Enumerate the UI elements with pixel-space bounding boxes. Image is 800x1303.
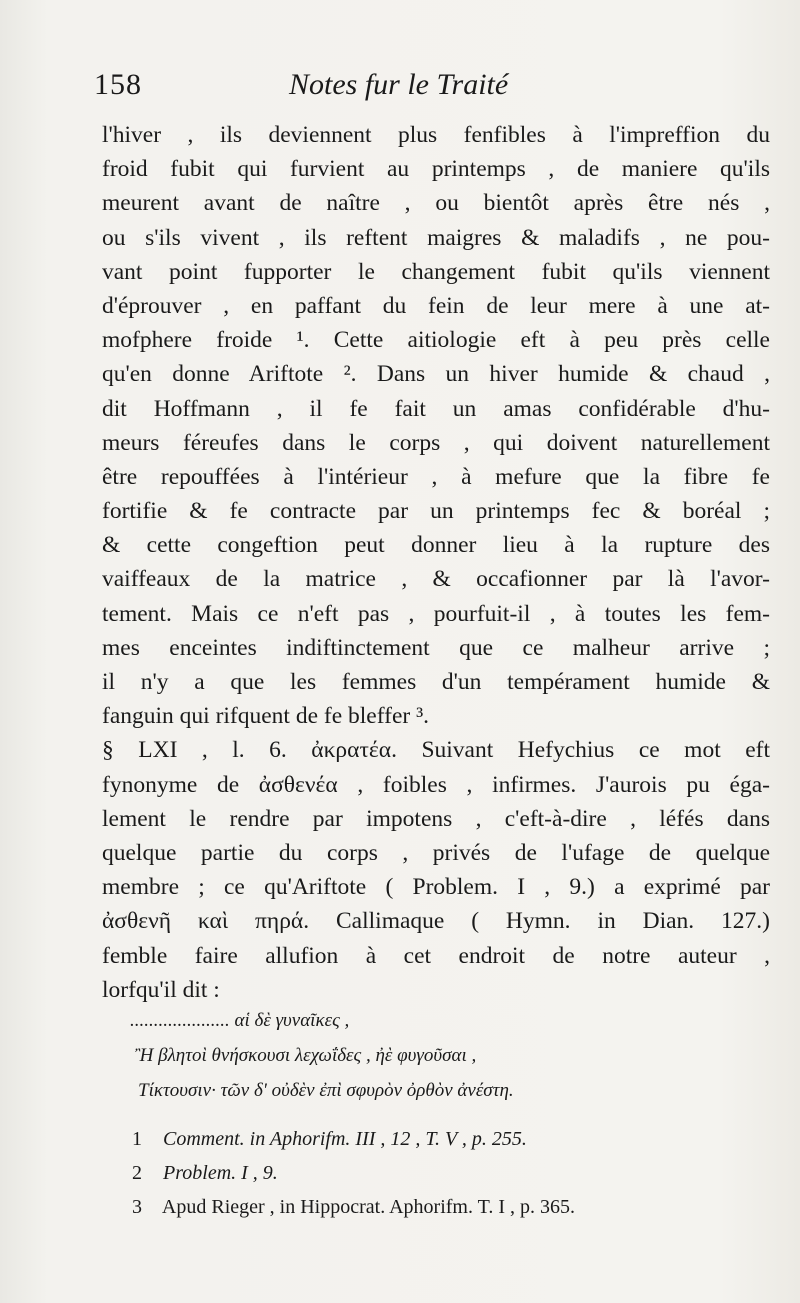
text-segment: & cette congeftion peut donner lieu à la rupture des bbox=[102, 532, 770, 559]
running-title: Notes fur le Traité bbox=[289, 68, 509, 101]
text-segment: mofphere froide ¹. Cette aitiologie eft à peu près celle bbox=[102, 327, 770, 354]
text-segment: dit Hoffmann , il fe fait un amas confidérable d'hu- bbox=[102, 395, 770, 422]
footnote-number: 1 bbox=[132, 1128, 142, 1150]
text-line bbox=[102, 631, 770, 665]
footnote-2 bbox=[132, 1156, 732, 1190]
verse-line-2: Ἢ βλητοὶ θνήσκουσι λεχωΐδες , ἠὲ φυγοῦσαι , bbox=[135, 1045, 477, 1066]
text-segment: être repouffées à l'intérieur , à mefure que la fibre fe bbox=[102, 463, 770, 490]
text-line bbox=[102, 528, 770, 562]
text-segment: femble faire allufion à cet endroit de notre auteur , bbox=[102, 942, 770, 969]
text-line bbox=[102, 221, 770, 255]
text-segment: tement. Mais ce n'eft pas , pourfuit-il , à toutes les fem- bbox=[102, 600, 770, 627]
footnotes bbox=[132, 1122, 732, 1224]
text-line bbox=[102, 768, 770, 802]
text-line bbox=[102, 392, 770, 426]
text-segment: vaiffeaux de la matrice , & occafionner par là l'avor- bbox=[102, 566, 770, 593]
text-line bbox=[102, 255, 770, 289]
text-segment: qu'en donne Ariftote ². Dans un hiver humide & chaud , bbox=[102, 361, 770, 388]
text-segment: vant point fupporter le changement fubit qu'ils viennent bbox=[102, 258, 770, 285]
text-line bbox=[102, 494, 770, 528]
text-line bbox=[102, 426, 770, 460]
footnote-text: Apud Rieger , in Hippocrat. Aphorifm. T. I , p. 365. bbox=[161, 1196, 575, 1218]
text-line bbox=[102, 904, 770, 938]
text-segment: fortifie & fe contracte par un printemps fec & boréal ; bbox=[102, 498, 770, 525]
text-line bbox=[102, 323, 770, 357]
text-line bbox=[102, 460, 770, 494]
text-line bbox=[102, 939, 770, 973]
text-segment: lorfqu'il dit : bbox=[102, 976, 220, 1003]
text-segment: lement le rendre par impotens , c'eft-à-dire , léfés dans bbox=[102, 805, 770, 832]
text-segment: d'éprouver , en paffant du fein de leur mere à une at- bbox=[102, 292, 770, 319]
text-segment: l'hiver , ils deviennent plus fenfibles à l'impreffion du bbox=[102, 122, 770, 148]
page-number: 158 bbox=[94, 68, 142, 101]
text-line bbox=[102, 733, 770, 767]
text-line bbox=[102, 870, 770, 904]
text-line bbox=[102, 186, 770, 220]
text-line bbox=[102, 357, 770, 391]
text-segment: ou s'ils vivent , ils reftent maigres & maladifs , ne pou- bbox=[102, 224, 770, 251]
text-segment: meurent avant de naître , ou bientôt après être nés , bbox=[102, 190, 770, 217]
text-line bbox=[102, 699, 770, 733]
text-segment: froid fubit qui furvient au printemps , de maniere qu'ils bbox=[102, 156, 770, 183]
text-segment: § LXI , l. 6. ἀκρατέα. Suivant Hefychius ce mot eft bbox=[102, 737, 770, 764]
footnote-3 bbox=[132, 1190, 732, 1224]
page-header bbox=[84, 64, 744, 108]
verse-line-3: Τίκτουσιν· τῶν δ' οὐδὲν ἐπὶ σφυρὸν ὀρθὸν ἀνέστη. bbox=[138, 1080, 514, 1101]
text-segment: il n'y a que les femmes d'un tempérament humide & bbox=[102, 669, 770, 695]
text-segment: ἀσθενῆ καὶ πηρά. Callimaque ( Hymn. in Dian. 127.) bbox=[102, 908, 770, 935]
text-segment: membre ; ce qu'Ariftote ( Problem. I , 9.) a exprimé par bbox=[102, 874, 770, 901]
text-line bbox=[102, 118, 770, 152]
text-line bbox=[102, 973, 770, 1007]
text-segment: quelque partie du corps , privés de l'ufage de quelque bbox=[102, 839, 770, 866]
text-segment: meurs féreufes dans le corps , qui doivent naturellement bbox=[102, 429, 770, 456]
text-line bbox=[102, 665, 770, 699]
footnote-text: Problem. I , 9. bbox=[163, 1162, 278, 1184]
text-segment: mes enceintes indiftinctement que ce malheur arrive ; bbox=[102, 634, 770, 661]
text-line bbox=[102, 802, 770, 836]
footnote-1 bbox=[132, 1122, 732, 1156]
footnote-text: Comment. in Aphorifm. III , 12 , T. V , p. 255. bbox=[163, 1128, 527, 1150]
text-line bbox=[102, 289, 770, 323]
text-line bbox=[102, 597, 770, 631]
text-line bbox=[102, 152, 770, 186]
text-line bbox=[102, 836, 770, 870]
text-segment: fanguin qui rifquent de fe bleffer ³. bbox=[102, 703, 430, 730]
footnote-number: 3 bbox=[132, 1196, 142, 1218]
body-text bbox=[102, 118, 770, 1007]
footnote-number: 2 bbox=[132, 1162, 142, 1184]
text-line bbox=[102, 562, 770, 596]
verse-line-1: ..................... αἱ δὲ γυναῖκες , bbox=[130, 1010, 350, 1031]
text-segment: fynonyme de ἀσθενέα , foibles , infirmes. J'aurois pu éga- bbox=[102, 771, 770, 798]
